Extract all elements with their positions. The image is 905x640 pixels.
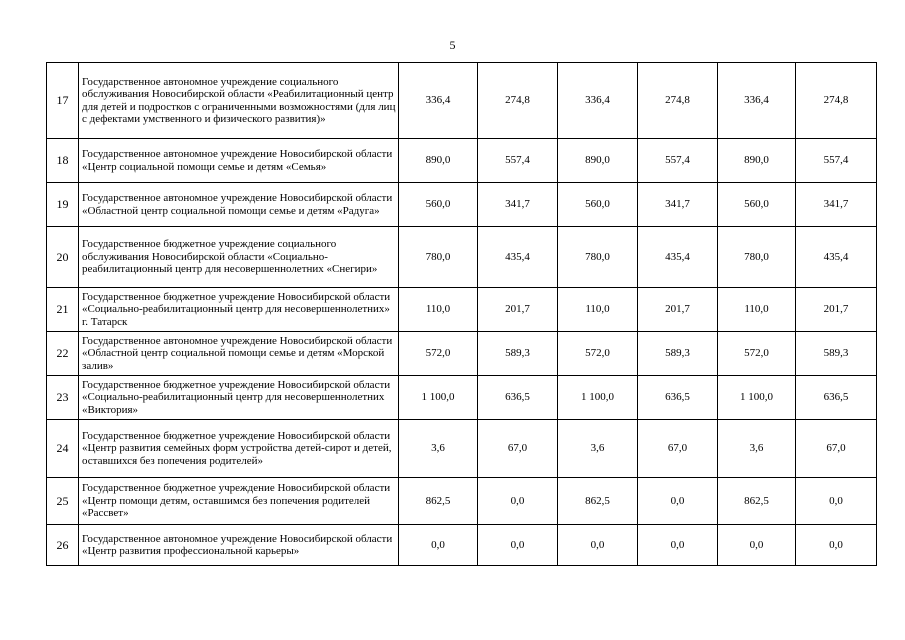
value-cell: 341,7 <box>478 183 558 227</box>
value-cell: 67,0 <box>796 420 877 478</box>
value-cell: 0,0 <box>638 525 718 566</box>
value-cell: 336,4 <box>399 63 478 139</box>
table-row <box>47 227 877 288</box>
value-cell: 274,8 <box>478 63 558 139</box>
value-cell: 0,0 <box>796 478 877 525</box>
row-number: 18 <box>47 139 79 183</box>
value-cell: 0,0 <box>638 478 718 525</box>
value-cell: 1 100,0 <box>558 376 638 420</box>
value-cell: 3,6 <box>558 420 638 478</box>
institution-name: Государственное автономное учреждение социального обслуживания Новосибирской области «Реабилитационный центр для детей и подростков с ограниченными возможностями (для лиц с дефектами умственного и физического развития)» <box>79 63 399 139</box>
value-cell: 636,5 <box>478 376 558 420</box>
row-number: 17 <box>47 63 79 139</box>
value-cell: 589,3 <box>478 332 558 376</box>
table-body <box>47 63 877 566</box>
row-number: 19 <box>47 183 79 227</box>
value-cell: 780,0 <box>558 227 638 288</box>
value-cell: 560,0 <box>399 183 478 227</box>
value-cell: 572,0 <box>718 332 796 376</box>
table-row <box>47 63 877 139</box>
institution-name: Государственное бюджетное учреждение Новосибирской области «Социально-реабилитационный центр для несовершеннолетних «Виктория» <box>79 376 399 420</box>
value-cell: 336,4 <box>558 63 638 139</box>
value-cell: 201,7 <box>638 288 718 332</box>
table-row <box>47 288 877 332</box>
value-cell: 0,0 <box>718 525 796 566</box>
value-cell: 201,7 <box>796 288 877 332</box>
value-cell: 3,6 <box>718 420 796 478</box>
value-cell: 780,0 <box>718 227 796 288</box>
value-cell: 0,0 <box>796 525 877 566</box>
value-cell: 0,0 <box>558 525 638 566</box>
value-cell: 67,0 <box>478 420 558 478</box>
value-cell: 336,4 <box>718 63 796 139</box>
institutions-table <box>46 62 877 566</box>
row-number: 21 <box>47 288 79 332</box>
value-cell: 557,4 <box>638 139 718 183</box>
table-row <box>47 183 877 227</box>
value-cell: 589,3 <box>796 332 877 376</box>
institution-name: Государственное автономное учреждение Новосибирской области «Областной центр социальной помощи семье и детям «Морской залив» <box>79 332 399 376</box>
row-number: 24 <box>47 420 79 478</box>
value-cell: 636,5 <box>796 376 877 420</box>
institution-name: Государственное автономное учреждение Новосибирской области «Центр социальной помощи семье и детям «Семья» <box>79 139 399 183</box>
value-cell: 201,7 <box>478 288 558 332</box>
page-number: 5 <box>449 38 456 52</box>
row-number: 23 <box>47 376 79 420</box>
value-cell: 341,7 <box>796 183 877 227</box>
value-cell: 435,4 <box>796 227 877 288</box>
value-cell: 862,5 <box>558 478 638 525</box>
value-cell: 560,0 <box>718 183 796 227</box>
institution-name: Государственное автономное учреждение Новосибирской области «Областной центр социальной помощи семье и детям «Радуга» <box>79 183 399 227</box>
institution-name: Государственное бюджетное учреждение Новосибирской области «Социально-реабилитационный центр для несовершеннолетних» г. Татарск <box>79 288 399 332</box>
value-cell: 0,0 <box>478 525 558 566</box>
table-row <box>47 376 877 420</box>
value-cell: 274,8 <box>796 63 877 139</box>
institution-name: Государственное автономное учреждение Новосибирской области «Центр развития профессиональной карьеры» <box>79 525 399 566</box>
value-cell: 560,0 <box>558 183 638 227</box>
value-cell: 572,0 <box>399 332 478 376</box>
row-number: 26 <box>47 525 79 566</box>
value-cell: 67,0 <box>638 420 718 478</box>
table-row <box>47 332 877 376</box>
value-cell: 890,0 <box>718 139 796 183</box>
value-cell: 110,0 <box>399 288 478 332</box>
value-cell: 435,4 <box>638 227 718 288</box>
value-cell: 572,0 <box>558 332 638 376</box>
value-cell: 589,3 <box>638 332 718 376</box>
table-row <box>47 139 877 183</box>
value-cell: 3,6 <box>399 420 478 478</box>
value-cell: 110,0 <box>718 288 796 332</box>
value-cell: 435,4 <box>478 227 558 288</box>
value-cell: 780,0 <box>399 227 478 288</box>
institution-name: Государственное бюджетное учреждение Новосибирской области «Центр помощи детям, оставшимся без попечения родителей «Рассвет» <box>79 478 399 525</box>
value-cell: 636,5 <box>638 376 718 420</box>
institution-name: Государственное бюджетное учреждение Новосибирской области «Центр развития семейных форм устройства детей-сирот и детей, оставшихся без попечения родителей» <box>79 420 399 478</box>
institution-name: Государственное бюджетное учреждение социального обслуживания Новосибирской области «Социально-реабилитационный центр для несовершеннолетних «Снегири» <box>79 227 399 288</box>
table-row <box>47 478 877 525</box>
value-cell: 1 100,0 <box>718 376 796 420</box>
value-cell: 890,0 <box>558 139 638 183</box>
value-cell: 274,8 <box>638 63 718 139</box>
table-row <box>47 420 877 478</box>
value-cell: 341,7 <box>638 183 718 227</box>
value-cell: 1 100,0 <box>399 376 478 420</box>
row-number: 22 <box>47 332 79 376</box>
table-row <box>47 525 877 566</box>
value-cell: 862,5 <box>718 478 796 525</box>
value-cell: 0,0 <box>478 478 558 525</box>
row-number: 25 <box>47 478 79 525</box>
value-cell: 0,0 <box>399 525 478 566</box>
value-cell: 890,0 <box>399 139 478 183</box>
value-cell: 110,0 <box>558 288 638 332</box>
value-cell: 557,4 <box>478 139 558 183</box>
value-cell: 862,5 <box>399 478 478 525</box>
row-number: 20 <box>47 227 79 288</box>
value-cell: 557,4 <box>796 139 877 183</box>
